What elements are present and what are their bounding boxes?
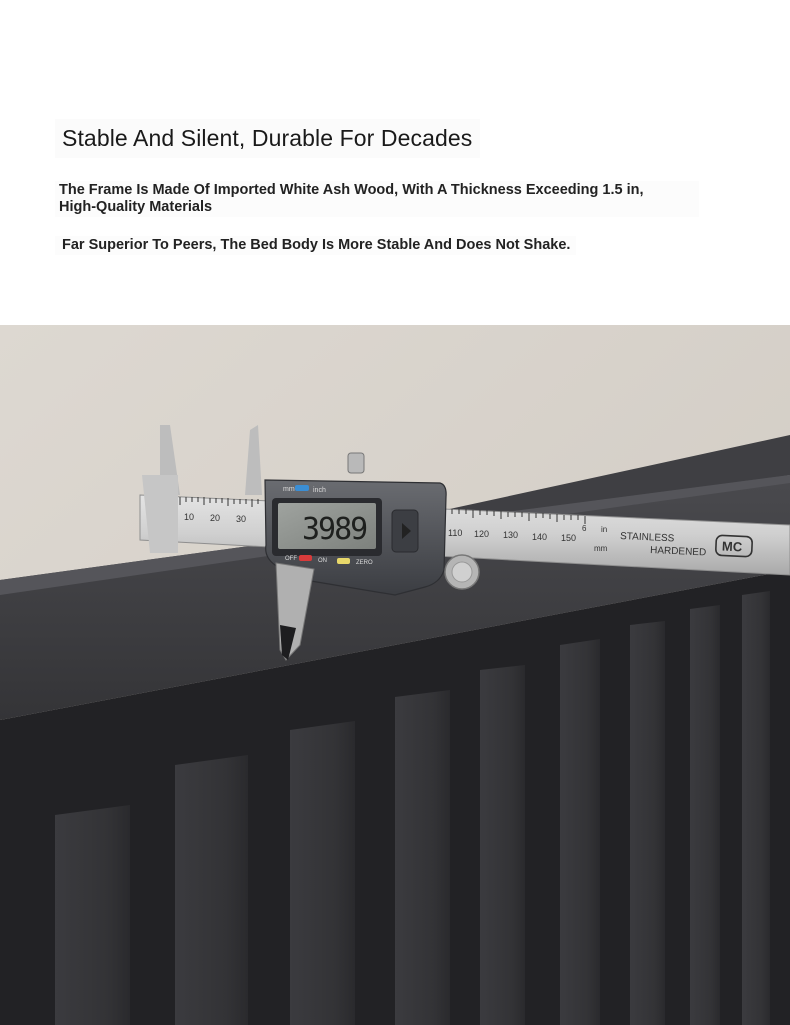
scale-label-140: 140 (532, 532, 548, 542)
unit-mm-label: mm (283, 486, 295, 493)
photo-illustration (0, 325, 790, 1025)
zero-button (337, 558, 350, 564)
off-label: OFF (285, 556, 297, 562)
scale-label-120: 120 (474, 529, 490, 539)
product-photo-caliper-on-bed-frame (0, 325, 790, 1025)
caliper-stainless-label: STAINLESS (619, 531, 675, 545)
stability-description: Far Superior To Peers, The Bed Body Is More Stable And Does Not Shake. (55, 236, 576, 255)
scale-unit-mm: mm (594, 544, 608, 553)
lcd-reading: 3989 (302, 512, 367, 547)
mm-inch-button (295, 485, 309, 491)
on-label: ON (318, 558, 327, 564)
caliper-thumb-wheel-center (452, 562, 472, 582)
caliper-lock-screw (348, 453, 364, 473)
frame-description-line-1: The Frame Is Made Of Imported White Ash Wood, With A Thickness Exceeding 1.5 in, (59, 182, 644, 198)
scale-label-10: 10 (184, 512, 195, 522)
scale-unit-in: in (601, 525, 608, 534)
zero-label: ZERO (356, 560, 373, 566)
scale-label-20: 20 (210, 513, 221, 523)
frame-material-description (55, 181, 699, 217)
caliper-brand-mark: MC (721, 538, 743, 555)
scale-label-130: 130 (503, 530, 519, 540)
scale-label-110: 110 (448, 528, 463, 538)
section-title: Stable And Silent, Durable For Decades (55, 119, 480, 158)
text-section (0, 0, 790, 325)
caliper-hardened-label: HARDENED (649, 545, 707, 559)
frame-description-line-2: High-Quality Materials (59, 199, 213, 215)
scale-label-in-6: 6 (582, 524, 587, 533)
unit-inch-label: inch (313, 487, 326, 494)
scale-label-150: 150 (561, 533, 577, 543)
off-on-button (299, 555, 312, 561)
scale-label-30: 30 (236, 514, 247, 524)
